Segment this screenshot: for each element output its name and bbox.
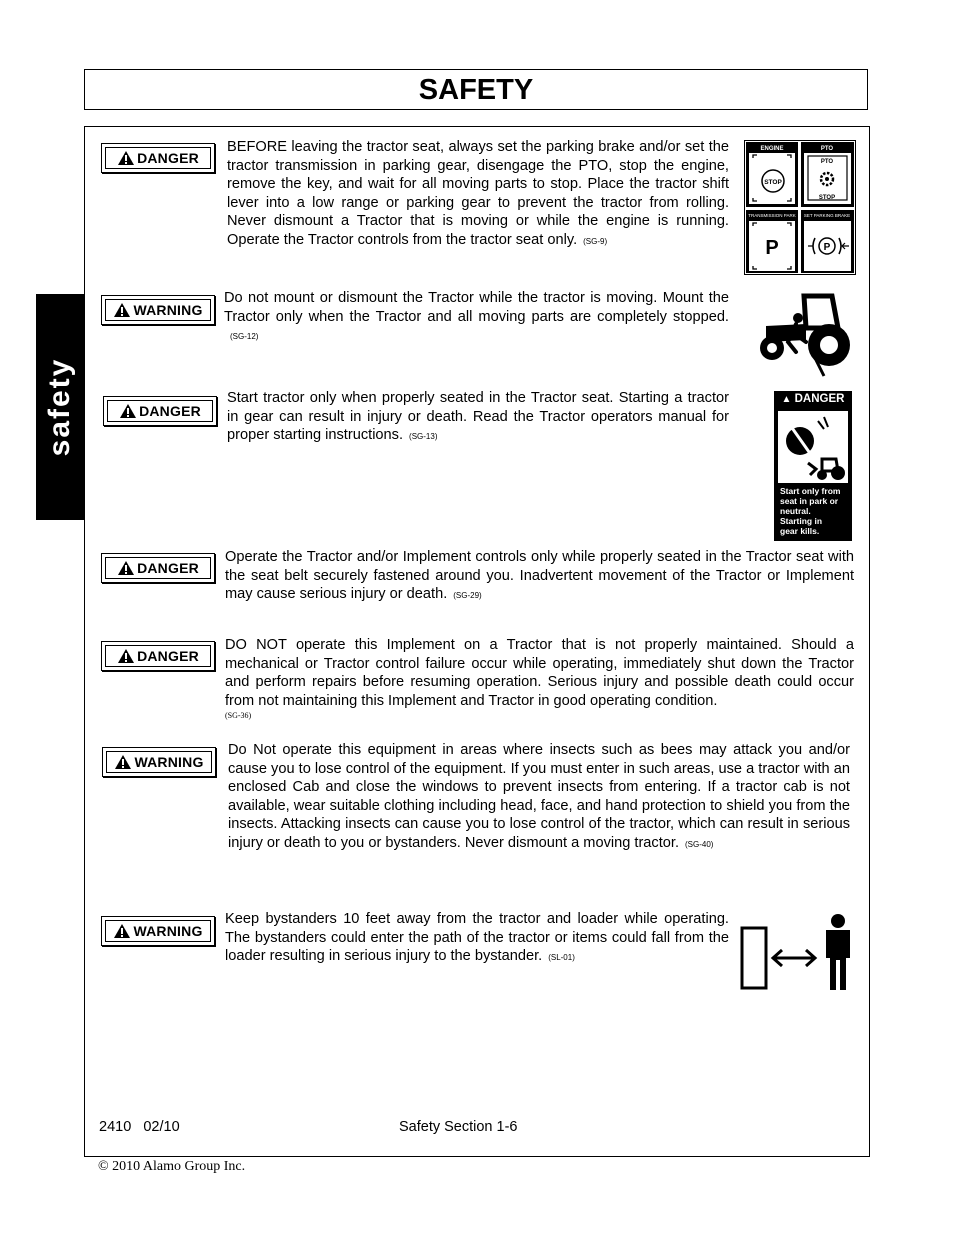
message-text: Operate the Tractor and/or Implement controls only while properly seated in the Tractor seat with the seat belt securely fastened around you. Inadvertent movement of the Tractor or Implement may cause serious injury or death.: [225, 549, 854, 603]
brake-letter: P: [823, 242, 831, 253]
section-side-tab: [36, 294, 84, 520]
warning-badge: [102, 747, 216, 777]
warning-badge: [101, 295, 215, 325]
parking-brake-label: SET PARKING BRAKE: [803, 213, 851, 218]
message-ref: (SG-29): [453, 591, 482, 601]
pto-inner-label: PTO: [820, 159, 834, 165]
message-ref: (SG-36): [225, 711, 252, 721]
message-ref: (SL-01): [548, 953, 575, 963]
decal-line: Starting in: [780, 516, 823, 526]
revision-date: 02/10: [143, 1119, 180, 1135]
message-ref: (SG-40): [685, 839, 714, 849]
danger-badge: [101, 641, 215, 671]
badge-label: DANGER: [137, 150, 199, 166]
hazard-triangle-icon: [119, 403, 137, 419]
message-text: BEFORE leaving the tractor seat, always set the parking brake and/or set the tractor transmission in parking gear, disengage the PTO, stop the engine, remove the key, and wait for all moving parts to stop. Place the tractor shift lever into a low range or parking gear to prevent the tractor from rolling. Never dismount a Tractor that is moving or while the engine is running. Operate the Tractor controls from the tractor seat only.: [227, 139, 729, 248]
safety-message: [228, 741, 850, 855]
tractor-start-hazard-icon: [778, 411, 848, 483]
danger-badge: [101, 553, 215, 583]
bystander-distance-icon: [740, 912, 856, 992]
decal-danger-header: ▲ DANGER: [781, 393, 845, 405]
badge-label: DANGER: [139, 403, 201, 419]
decal-header-text: DANGER: [794, 393, 845, 405]
page-title: SAFETY: [84, 69, 868, 110]
message-text: Keep bystanders 10 feet away from the tractor and loader while operating. The bystanders could enter the path of the tractor or items could fall from the loader resulting in serious injury to the bystander.: [225, 911, 729, 965]
message-ref: (SG-12): [230, 332, 259, 342]
copyright: © 2010 Alamo Group Inc.: [98, 1159, 246, 1174]
hazard-triangle-icon: [113, 302, 131, 318]
decal-line: Start only from: [780, 486, 841, 496]
safety-message: [225, 636, 854, 722]
hazard-triangle-icon: [113, 923, 131, 939]
transmission-label: TRANSMISSION PARK: [748, 213, 796, 218]
badge-label: DANGER: [137, 560, 199, 576]
badge-label: WARNING: [133, 923, 203, 939]
badge-label: WARNING: [134, 754, 204, 770]
side-tab-label: safety: [43, 357, 76, 457]
message-text: DO NOT operate this Implement on a Tractor that is not properly maintained. Should a mechanical or Tractor control failure occur while operating, immediately shut down the Tractor and perform repairs before resuming operation. Serious injury and possible death could occur from not maintaining this Implement and Tractor in good operating condition.: [225, 637, 854, 709]
footer-model: [99, 1119, 180, 1135]
message-text: Do not mount or dismount the Tractor while the tractor is moving. Mount the Tractor only when the Tractor and all moving parts are completely stopped.: [224, 290, 729, 325]
message-ref: (SG-9): [583, 236, 608, 246]
pto-label: PTO: [820, 146, 834, 152]
park-letter: P: [765, 237, 779, 259]
safety-message: [227, 389, 729, 447]
decal-line: gear kills.: [780, 526, 820, 536]
warning-badge: [101, 916, 215, 946]
hazard-triangle-icon: [117, 648, 135, 664]
safety-message: [227, 138, 729, 252]
tractor-controls-decal: [744, 140, 856, 275]
tractor-runover-icon: [756, 290, 854, 380]
badge-label: DANGER: [137, 648, 199, 664]
hazard-triangle-icon: [117, 560, 135, 576]
danger-badge: [103, 396, 217, 426]
start-danger-decal: [774, 391, 852, 541]
model-number: 2410: [99, 1119, 132, 1135]
hazard-triangle-icon: [114, 754, 132, 770]
safety-message: [224, 289, 729, 347]
message-text: Do Not operate this equipment in areas where insects such as bees may attack you and/or cause you to lose control of the equipment. If you must enter in such areas, use a tractor with an enclosed Cab and close the windows to prevent insects from entering. If a tractor cab is not available, wear suitable clothing including head, face, and hand protection to shield you from the insects. Attacking insects can cause you to lose control of the tractor, which can result in serious injury or death to you or bystanders. Never dismount a moving tractor.: [228, 742, 850, 851]
footer-section: Safety Section 1-6: [399, 1119, 518, 1135]
decal-message: [780, 486, 840, 536]
badge-label: WARNING: [133, 302, 203, 318]
danger-badge: [101, 143, 215, 173]
decal-line: neutral.: [780, 506, 811, 516]
safety-message: [225, 910, 729, 968]
engine-label: ENGINE: [760, 146, 784, 152]
message-text: Start tractor only when properly seated in the Tractor seat. Starting a tractor in gear can result in injury or death. Read the Tractor operators manual for proper starting instructions.: [227, 390, 729, 444]
engine-stop-label: STOP: [764, 179, 782, 186]
pto-stop-label: STOP: [818, 195, 836, 201]
decal-line: seat in park or: [780, 496, 839, 506]
message-ref: (SG-13): [409, 432, 438, 442]
safety-message: [225, 548, 854, 606]
hazard-triangle-icon: [117, 150, 135, 166]
